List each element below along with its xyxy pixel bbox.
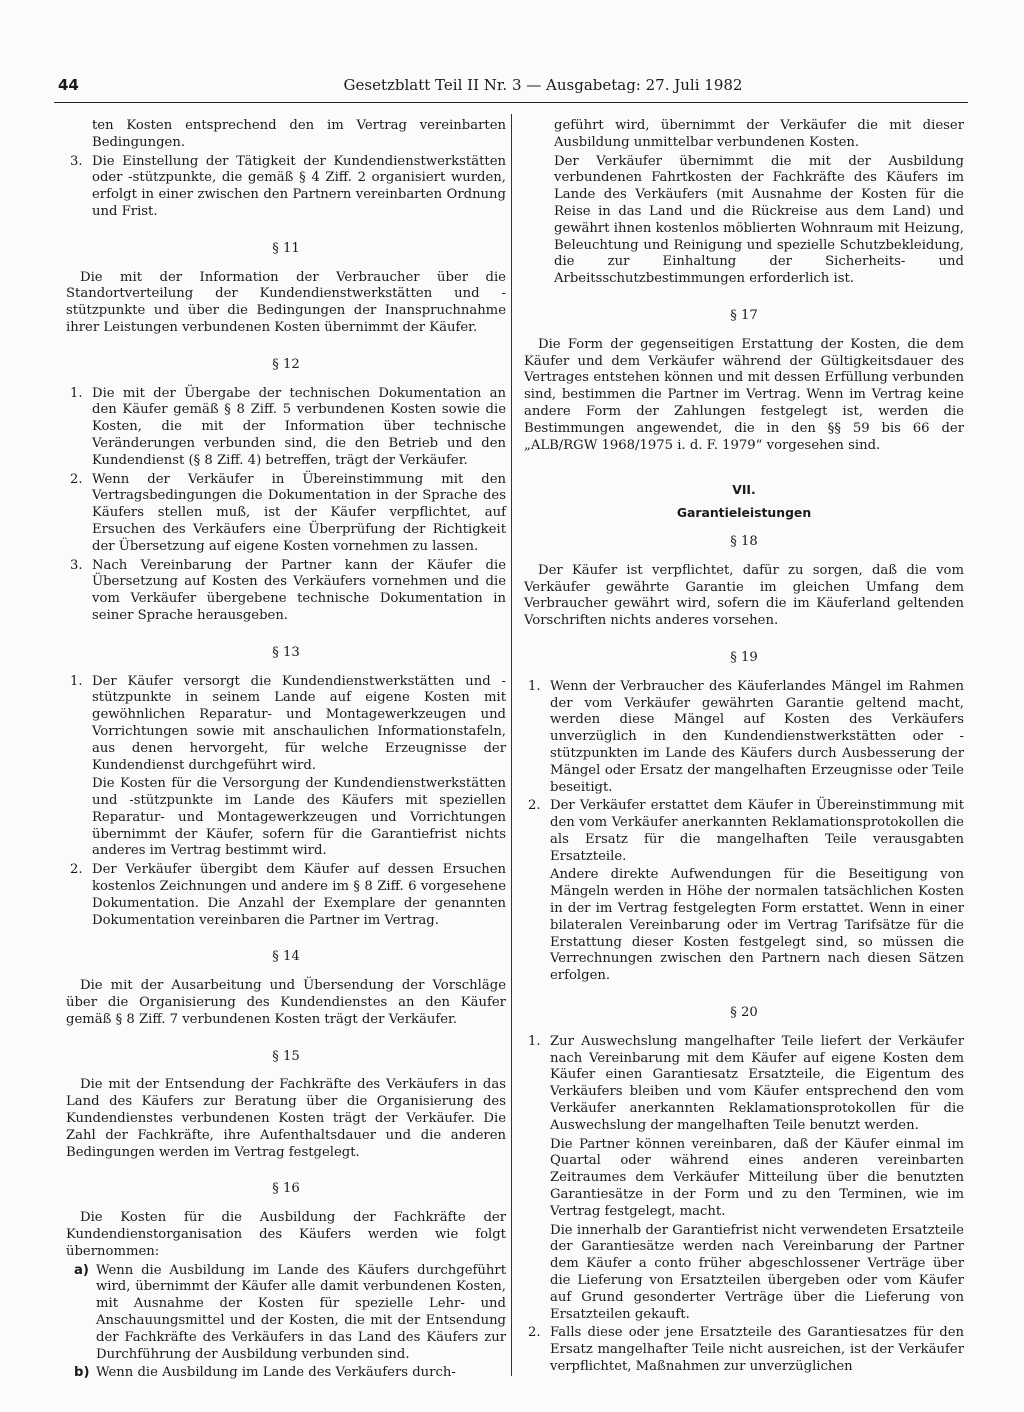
item-number: 2. — [70, 471, 83, 487]
paragraph: Die Kosten für die Ausbildung der Fachkräfte der Kundendienstorganisation des Käufers werden wie folgt übernommen: — [66, 1210, 506, 1259]
list-item — [524, 798, 964, 865]
right-column — [524, 118, 964, 1378]
item-number: 3. — [70, 153, 83, 169]
list-item — [66, 472, 506, 556]
paragraph: Die mit der Ausarbeitung und Übersendung der Vorschläge über die Organisierung des Kundendienstes an den Käufer gemäß § 8 Ziff. 7 verbundenen Kosten trägt der Verkäufer. — [66, 978, 506, 1027]
left-column — [66, 118, 506, 1384]
item-text: Der Verkäufer erstattet dem Käufer in Übereinstimmung mit den vom Verkäufer anerkannten Reklamationsprotokollen die als Ersatz für die mangelhaften Teile verausgabten Ersatzteile. — [550, 798, 964, 864]
paragraph: Die Form der gegenseitigen Erstattung der Kosten, die dem Käufer und dem Verkäufer während der Gültigkeitsdauer des Vertrages entstehen können und mit dessen Erfüllung verbunden sind, bestimmen die Partner im Vertrag. Wenn im Vertrag keine andere Form der Zahlungen festgelegt ist, werden die Bestimmungen angewendet, die in den §§ 59 bis 66 der „ALB/RGW 1968/1975 i. d. F. 1979“ vorgesehen sind. — [524, 336, 964, 453]
item-number: 2. — [528, 1325, 541, 1341]
section-title: § 18 — [730, 533, 758, 549]
list-item — [524, 1034, 964, 1135]
running-title: Gesetzblatt Teil II Nr. 3 — Ausgabetag: 27. Juli 1982 — [343, 76, 743, 94]
list-item — [66, 154, 506, 221]
continued-text: geführt wird, übernimmt der Verkäufer die mit dieser Ausbildung unmittelbar verbundenen Kosten. — [554, 118, 964, 150]
list-item — [66, 558, 506, 625]
item-text: Wenn der Verkäufer in Übereinstimmung mit den Vertragsbedingungen die Dokumentation in der Sprache des Käufers stellen muß, ist der Käufer verpflichtet, auf Ersuchen des Verkäufers eine Überprüfung der Richtigkeit der Übersetzung auf eigene Kosten vornehmen zu lassen. — [92, 471, 506, 554]
item-text: Falls diese oder jene Ersatzteile des Garantiesatzes für den Ersatz mangelhafter Teile nicht ausreichen, ist der Verkäufer verpflichtet, Maßnahmen zur unverzüglichen — [550, 1325, 964, 1374]
item-number: 2. — [70, 862, 83, 878]
item-text: Nach Vereinbarung der Partner kann der Käufer die Übersetzung auf Kosten des Verkäufers vornehmen und die vom Verkäufer übergebene technische Dokumentation in seiner Sprache herausgeben. — [92, 557, 506, 623]
list-item — [66, 1365, 506, 1382]
section-title: § 15 — [272, 1048, 300, 1064]
item-text: Wenn die Ausbildung im Lande des Käufers durchgeführt wird, übernimmt der Käufer alle damit verbundenen Kosten, mit Ausnahme der Kosten für spezielle Lehr- und Anschauungsmittel und der Kosten, die mit der Entsendung der Fachkräfte des Verkäufers in das Land des Käufers zur Durchführung der Ausbildung verbunden sind. — [96, 1262, 506, 1362]
section-title: § 14 — [272, 949, 300, 965]
list-item — [524, 679, 964, 797]
item-continuation: Andere direkte Aufwendungen für die Beseitigung von Mängeln werden in Höhe der normalen tatsächlichen Kosten in der im Vertrag festgelegten Form erstattet. Wenn in einer bilateralen Vereinbarung oder im Vertrag Tarifsätze für die Erstattung dieser Kosten festgelegt sind, so müssen die Verrechnungen zwischen den Partnern nach diesen Sätzen erfolgen. — [550, 867, 964, 984]
item-continuation: Der Verkäufer übernimmt die mit der Ausbildung verbundenen Fahrtkosten der Fachkräfte des Käufers im Lande des Verkäufers (mit Ausnahme der Kosten für die Reise in das Land und die Rückreise aus dem Land) und gewährt ihnen kostenlos möblierten Wohnraum mit Heizung, Beleuchtung und Reinigung und spezielle Schutzbekleidung, die zur Einhaltung der Sicherheits- und Arbeitsschutzbestimmungen erforderlich ist. — [554, 153, 964, 287]
header-rule — [54, 102, 968, 103]
item-letter: b) — [74, 1365, 90, 1381]
item-text: Wenn der Verbraucher des Käuferlandes Mängel im Rahmen der vom Verkäufer gewährten Garantie geltend macht, werden diese Mängel auf Kosten des Verkäufers unverzüglich in den Kundendienstwerkstätten oder -stützpunkten im Lande des Käufers durch Ausbesserung der Mängel oder Ersatz der mangelhaften Erzeugnisse oder Teile beseitigt. — [550, 678, 964, 795]
page-number: 44 — [58, 76, 79, 94]
list-item — [66, 1263, 506, 1364]
chapter-heading: Garantieleistungen — [676, 505, 812, 521]
chapter-number: VII. — [732, 482, 756, 498]
item-letter: a) — [74, 1262, 89, 1278]
section-title: § 12 — [272, 356, 300, 372]
item-continuation: Die innerhalb der Garantiefrist nicht verwendeten Ersatzteile der Garantiesätze werden nach Vereinbarung der Partner dem Käufer a conto früher abgeschlossener Verträge über die Lieferung von Ersatzteilen übergeben oder vom Käufer auf Grund gesonderter Verträge über die Lieferung von Ersatzteilen gekauft. — [550, 1222, 964, 1322]
item-number: 3. — [70, 557, 83, 573]
item-text: Der Käufer versorgt die Kundendienstwerkstätten und -stützpunkte in seinem Lande auf eigene Kosten mit gewöhnlichen Reparatur- und Montagewerkzeugen und Vorrichtungen sowie mit anschaulichen Informationstafeln, aus denen hervorgeht, für welche Erzeugnisse der Kundendienst durchgeführt wird. — [92, 673, 506, 773]
paragraph: Die mit der Entsendung der Fachkräfte des Verkäufers in das Land des Käufers zur Beratung über die Organisierung des Kundendienstes verbundenen Kosten trägt der Verkäufer. Die Zahl der Fachkräfte, ihre Aufenthaltsdauer und die anderen Bedingungen werden im Vertrag festgelegt. — [66, 1077, 506, 1160]
paragraph: Der Käufer ist verpflichtet, dafür zu sorgen, daß die vom Verkäufer gewährte Garantie im gleichen Umfang dem Verbraucher gewährt wird, sofern die im Käuferland geltenden Vorschriften nichts anderes vorsehen. — [524, 562, 964, 629]
list-item — [66, 386, 506, 470]
paragraph: Die mit der Information der Verbraucher über die Standortverteilung der Kundendienstwerkstätten und -stützpunkte und über die Bedingungen der Inanspruchnahme ihrer Leistungen verbundenen Kosten übernimmt der Käufer. — [66, 269, 506, 335]
page-header — [58, 76, 968, 100]
section-title: § 20 — [730, 1005, 758, 1021]
section-title: § 13 — [272, 644, 300, 660]
item-number: 2. — [528, 798, 541, 814]
section-title: § 19 — [730, 649, 758, 665]
list-item — [66, 862, 506, 929]
item-number: 1. — [528, 1033, 541, 1049]
item-text: Die Einstellung der Tätigkeit der Kundendienstwerkstätten oder -stützpunkte, die gemäß § 4 Ziff. 2 organisiert wurden, erfolgt in einer zwischen den Partnern vereinbarten Ordnung und Frist. — [92, 153, 506, 219]
column-divider — [511, 114, 512, 1376]
item-number: 1. — [70, 385, 83, 401]
section-title: § 11 — [272, 240, 300, 256]
item-number: 1. — [70, 673, 83, 689]
section-title: § 17 — [730, 307, 758, 323]
list-item — [524, 1325, 964, 1375]
item-text: Zur Auswechslung mangelhafter Teile liefert der Verkäufer nach Vereinbarung mit dem Käufer auf eigene Kosten dem Käufer einen Garantiesatz Ersatzteile, die Eigentum des Verkäufers bleiben und vom Käufer entsprechend den vom Verkäufer anerkannten Reklamationsprotokollen für die Auswechslung der mangelhaften Teile benutzt werden. — [550, 1033, 964, 1133]
item-number: 1. — [528, 678, 541, 694]
continued-text: ten Kosten entsprechend den im Vertrag vereinbarten Bedingungen. — [92, 118, 506, 150]
item-text: Der Verkäufer übergibt dem Käufer auf dessen Ersuchen kostenlos Zeichnungen und andere im § 8 Ziff. 6 vorgesehene Dokumentation. Die Anzahl der Exemplare der genannten Dokumentation vereinbaren die Partner im Vertrag. — [92, 862, 506, 928]
item-continuation: Die Kosten für die Versorgung der Kundendienstwerkstätten und -stützpunkte im Lande des Käufers mit speziellen Reparatur- und Montagewerkzeugen und Vorrichtungen übernimmt der Käufer, sofern für die Garantiefrist nichts anderes im Vertrag bestimmt wird. — [92, 776, 506, 859]
item-text: Die mit der Übergabe der technischen Dokumentation an den Käufer gemäß § 8 Ziff. 5 verbundenen Kosten sowie die Kosten, die mit der Information über technische Veränderungen verbunden sind, die den Betrieb und den Kundendienst (§ 8 Ziff. 4) betreffen, trägt der Verkäufer. — [92, 385, 506, 468]
item-text: Wenn die Ausbildung im Lande des Verkäufers durch- — [96, 1365, 456, 1381]
list-item — [66, 674, 506, 775]
section-title: § 16 — [272, 1181, 300, 1197]
item-continuation: Die Partner können vereinbaren, daß der Käufer einmal im Quartal oder während eines anderen vereinbarten Zeitraumes dem Verkäufer Mitteilung über die benutzten Garantiesätze in der Form und zu den Terminen, wie im Vertrag festgelegt, macht. — [550, 1136, 964, 1219]
